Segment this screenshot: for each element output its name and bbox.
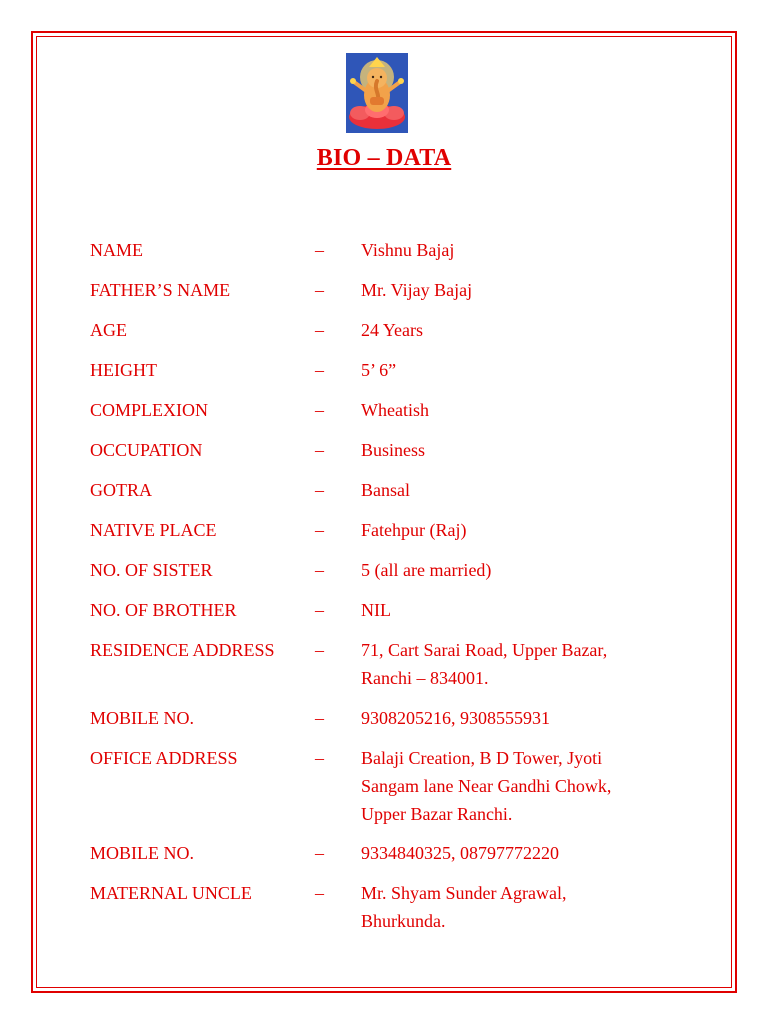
separator-dash: –	[315, 320, 324, 340]
detail-value	[361, 356, 710, 384]
detail-row-brothers	[90, 596, 710, 636]
detail-value-line: Balaji Creation, B D Tower, Jyoti	[361, 748, 603, 768]
detail-value-line: Mr. Vijay Bajaj	[361, 280, 473, 300]
separator-dash: –	[315, 843, 324, 863]
detail-value-line: 24 Years	[361, 320, 424, 340]
separator-dash: –	[315, 640, 324, 660]
detail-value	[361, 236, 710, 264]
detail-value	[361, 879, 710, 935]
separator-dash: –	[315, 400, 324, 420]
detail-value	[361, 396, 710, 424]
separator-dash: –	[315, 280, 324, 300]
detail-value-line: Vishnu Bajaj	[361, 240, 455, 260]
detail-label: NATIVE PLACE	[90, 520, 217, 540]
detail-label: MOBILE NO.	[90, 708, 194, 728]
detail-label: GOTRA	[90, 480, 152, 500]
detail-row-mobile-1	[90, 704, 710, 744]
detail-label: COMPLEXION	[90, 400, 209, 420]
detail-value	[361, 744, 710, 828]
detail-label: NO. OF SISTER	[90, 560, 213, 580]
detail-label: AGE	[90, 320, 127, 340]
detail-value-line: Bansal	[361, 480, 410, 500]
detail-value	[361, 516, 710, 544]
detail-row-residence-address	[90, 636, 710, 704]
detail-row-name	[90, 236, 710, 276]
detail-value	[361, 476, 710, 504]
detail-label: RESIDENCE ADDRESS	[90, 640, 275, 660]
separator-dash: –	[315, 240, 324, 260]
detail-value-line: Fatehpur (Raj)	[361, 520, 467, 540]
detail-row-mobile-2	[90, 839, 710, 879]
separator-dash: –	[315, 708, 324, 728]
bio-data-details	[90, 236, 710, 935]
separator-dash: –	[315, 480, 324, 500]
ganesha-deity-icon	[346, 53, 408, 133]
detail-value-line: 5 (all are married)	[361, 560, 492, 580]
detail-row-age	[90, 316, 710, 356]
detail-row-office-address	[90, 744, 710, 839]
detail-label: OFFICE ADDRESS	[90, 748, 238, 768]
detail-value-line: Ranchi – 834001.	[361, 668, 489, 688]
detail-value	[361, 704, 710, 732]
detail-value-line: 9308205216, 9308555931	[361, 708, 550, 728]
detail-value-line: 9334840325, 08797772220	[361, 843, 559, 863]
detail-value-line: Mr. Shyam Sunder Agrawal,	[361, 883, 567, 903]
detail-row-fathers-name	[90, 276, 710, 316]
separator-dash: –	[315, 520, 324, 540]
detail-row-occupation	[90, 436, 710, 476]
page-title: BIO – DATA	[316, 145, 452, 171]
detail-value	[361, 316, 710, 344]
detail-value	[361, 596, 710, 624]
detail-label: OCCUPATION	[90, 440, 203, 460]
detail-value	[361, 839, 710, 867]
detail-row-native-place	[90, 516, 710, 556]
detail-value-line: Upper Bazar Ranchi.	[361, 804, 513, 824]
separator-dash: –	[315, 560, 324, 580]
detail-value-line: 5’ 6”	[361, 360, 397, 380]
detail-label: MATERNAL UNCLE	[90, 883, 252, 903]
detail-value-line: Bhurkunda.	[361, 911, 446, 931]
detail-row-sisters	[90, 556, 710, 596]
detail-row-height	[90, 356, 710, 396]
detail-value	[361, 636, 710, 692]
detail-value	[361, 436, 710, 464]
detail-label: NAME	[90, 240, 143, 260]
detail-label: HEIGHT	[90, 360, 157, 380]
detail-value-line: Wheatish	[361, 400, 429, 420]
detail-label: FATHER’S NAME	[90, 280, 231, 300]
separator-dash: –	[315, 883, 324, 903]
detail-value-line: 71, Cart Sarai Road, Upper Bazar,	[361, 640, 608, 660]
detail-label: NO. OF BROTHER	[90, 600, 237, 620]
detail-row-gotra	[90, 476, 710, 516]
detail-row-complexion	[90, 396, 710, 436]
detail-value	[361, 556, 710, 584]
detail-value	[361, 276, 710, 304]
detail-value-line: Business	[361, 440, 426, 460]
separator-dash: –	[315, 748, 324, 768]
detail-label: MOBILE NO.	[90, 843, 194, 863]
detail-value-line: NIL	[361, 600, 391, 620]
detail-row-maternal-uncle	[90, 879, 710, 935]
separator-dash: –	[315, 440, 324, 460]
separator-dash: –	[315, 600, 324, 620]
detail-value-line: Sangam lane Near Gandhi Chowk,	[361, 776, 612, 796]
separator-dash: –	[315, 360, 324, 380]
